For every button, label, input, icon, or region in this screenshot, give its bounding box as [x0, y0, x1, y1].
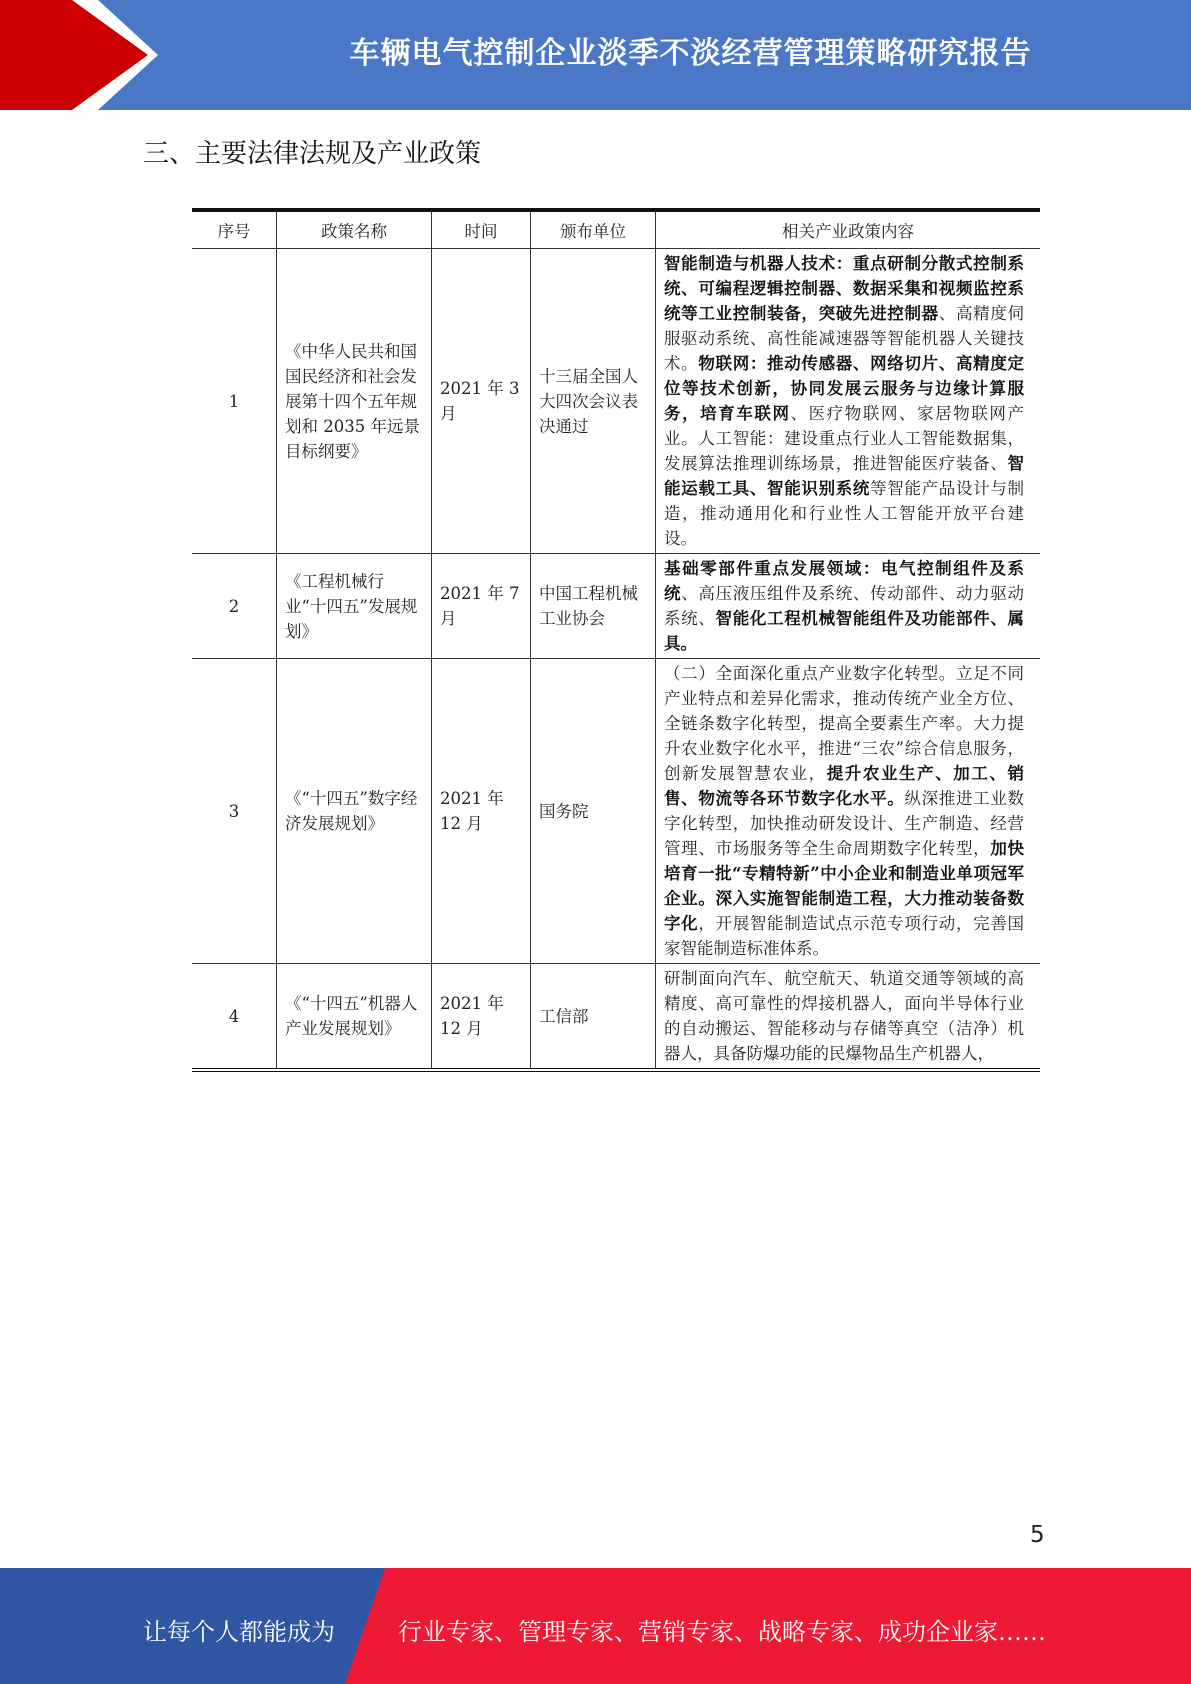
cell-issuer: 国务院: [531, 659, 656, 964]
content-segment: 物联网：推动传感器、网络切片、高精度定位等技术创新，协同发展云服务与边缘计算服务，培育车联网: [664, 354, 1025, 423]
column-header-issuer: 颁布单位: [531, 210, 656, 249]
cell-no: 4: [228, 1006, 240, 1026]
cell-issuer: 工信部: [531, 964, 656, 1071]
content-segment: 智能化工程机械智能组件及功能部件、属具。: [664, 609, 1025, 653]
policy-table: [192, 208, 1040, 1072]
content-segment: 基础零部件重点发展领域：电气控制组件及系统: [664, 559, 1024, 603]
cell-content: [656, 249, 1041, 554]
footer-slogan-right: 行业专家、管理专家、营销专家、战略专家、成功企业家……: [398, 1618, 1046, 1646]
cell-no: 2: [192, 554, 277, 659]
content-segment: 智能制造与机器人技术：重点研制分散式控制系统、可编程逻辑控制器、数据采集和视频监控系统等工业控制装备，突破先进控制器: [664, 254, 1024, 323]
content-segment: 智能运载工具、智能识别系统: [664, 454, 1024, 498]
content-segment: （二）全面深化重点产业数字化转型。立足不同产业特点和差异化需求，推动传统产业全方位、全链条数字化转型，提高全要素生产率。大力提升农业数字化水平，推进“三农”综合信息服务，创新发展智慧农业，: [664, 664, 1024, 783]
content-segment: 研制面向汽车、航空航天、轨道交通等领域的高精度、高可靠性的焊接机器人，面向半导体行业的自动搬运、智能移动与存储等真空（洁净）机器人，具备防爆功能的民爆物品生产机器人，: [664, 969, 1024, 1063]
cell-time: 2021 年 3 月: [432, 249, 531, 554]
page-number: 5: [1030, 1522, 1045, 1548]
content-segment: 加快培育一批“专精特新”中小企业和制造业单项冠军企业。深入实施智能制造工程，大力推动装备数字化: [664, 839, 1025, 933]
cell-content: [656, 964, 1041, 1071]
cell-policy-name: 《“十四五”数字经济发展规划》: [277, 659, 432, 964]
page-footer: [0, 1568, 1191, 1684]
footer-slogan-left: 让每个人都能成为: [143, 1618, 335, 1646]
cell-content: [656, 659, 1041, 964]
cell-policy-name: 《中华人民共和国国民经济和社会发展第十四个五年规划和 2035 年远景目标纲要》: [277, 249, 432, 554]
table-row: [192, 249, 1040, 554]
report-title: 车辆电气控制企业淡季不淡经营管理策略研究报告: [349, 36, 1032, 71]
table-row: [192, 659, 1040, 964]
header-red-chevron: [0, 0, 150, 110]
cell-policy-name: 《工程机械行业“十四五”发展规划》: [277, 554, 432, 659]
content-segment: 、高压液压组件及系统、传动部件、动力驱动系统、: [664, 584, 1025, 628]
content-segment: 提升农业生产、加工、销售、物流等各环节数字化水平。: [664, 764, 1025, 808]
column-header-no: 序号: [192, 210, 277, 249]
content-segment: 纵深推进工业数字化转型，加快推动研发设计、生产制造、经营管理、市场服务等全生命周期数字化转型，: [664, 789, 1025, 858]
column-header-name: 政策名称: [277, 210, 432, 249]
section-heading: 三、主要法律法规及产业政策: [143, 139, 482, 169]
cell-no: 3: [192, 659, 277, 964]
cell-content: [656, 554, 1041, 659]
content-segment: 、高精度伺服驱动系统、高性能减速器等智能机器人关键技术。: [664, 304, 1025, 373]
cell-no: 1: [192, 249, 277, 554]
cell-time: 2021 年 7 月: [432, 554, 531, 659]
cell-policy-name: 《“十四五”机器人产业发展规划》: [277, 964, 432, 1071]
cell-issuer: 中国工程机械工业协会: [531, 554, 656, 659]
cell-time: 2021 年 12 月: [432, 964, 531, 1071]
column-header-content: 相关产业政策内容: [656, 210, 1041, 249]
column-header-time: 时间: [432, 210, 531, 249]
cell-time: 2021 年 12 月: [432, 659, 531, 964]
content-segment: ，开展智能制造试点示范专项行动，完善国家智能制造标准体系。: [664, 914, 1025, 958]
table-header-row: [192, 210, 1040, 249]
table-row: [192, 554, 1040, 659]
page-header: [0, 0, 1191, 110]
content-segment: 等智能产品设计与制造，推动通用化和行业性人工智能开放平台建设。: [664, 479, 1025, 548]
cell-issuer: 十三届全国人大四次会议表决通过: [531, 249, 656, 554]
table-row: [192, 964, 1040, 1071]
content-segment: 、医疗物联网、家居物联网产业。人工智能：建设重点行业人工智能数据集，发展算法推理训练场景，推进智能医疗装备、: [664, 404, 1025, 473]
